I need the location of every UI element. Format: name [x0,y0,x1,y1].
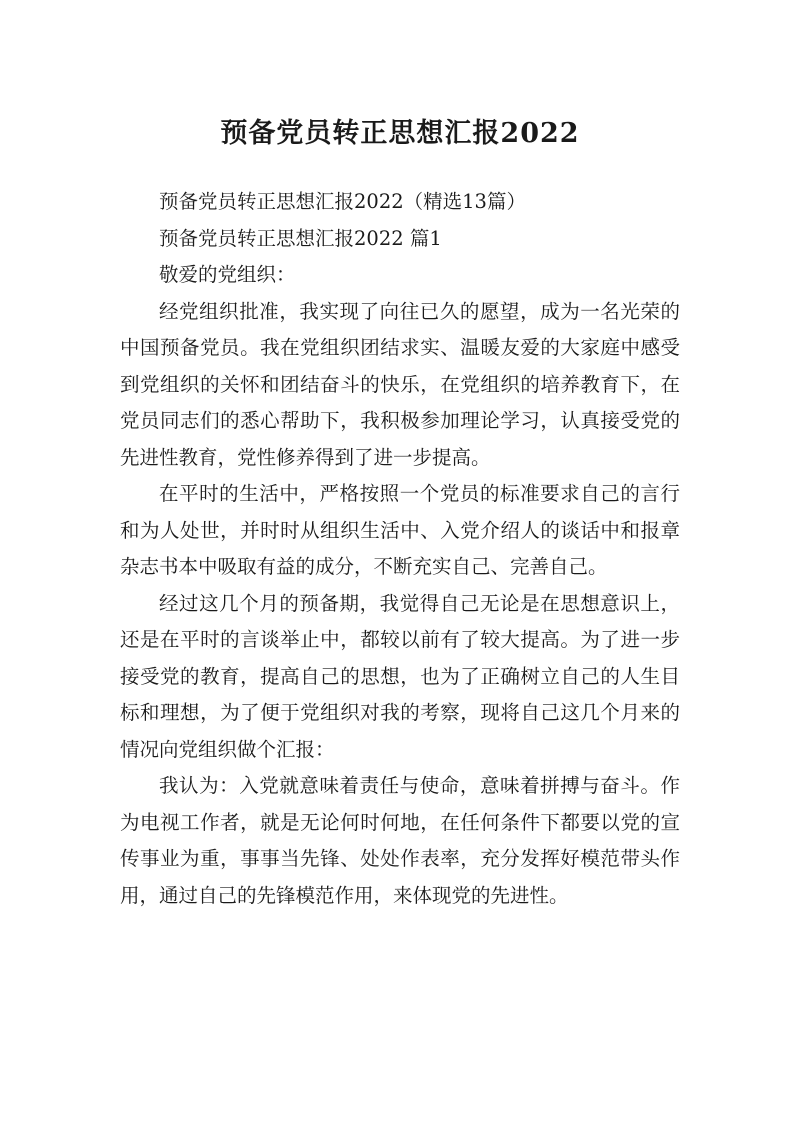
document-body [120,184,680,914]
section-heading: 预备党员转正思想汇报2022 篇1 [159,226,442,250]
body-paragraph: 经过这几个月的预备期，我觉得自己无论是在思想意识上，还是在平时的言谈举止中，都较以前有了较大提高。为了进一步接受党的教育，提高自己的思想，也为了正确树立自己的人生目标和理想，为了便于党组织对我的考察，现将自己这几个月来的情况向党组织做个汇报： [120,591,680,761]
body-paragraph: 经党组织批准，我实现了向往已久的愿望，成为一名光荣的中国预备党员。我在党组织团结求实、温暖友爱的大家庭中感受到党组织的关怀和团结奋斗的快乐，在党组织的培养教育下，在党员同志们的悉心帮助下，我积极参加理论学习，认真接受党的先进性教育，党性修养得到了进一步提高。 [120,299,680,469]
document-subtitle: 预备党员转正思想汇报2022（精选13篇） [159,190,526,213]
salutation: 敬爱的党组织： [159,263,296,286]
body-paragraph: 我认为：入党就意味着责任与使命，意味着拼搏与奋斗。作为电视工作者，就是无论何时何地，在任何条件下都要以党的宣传事业为重，事事当先锋、处处作表率，充分发挥好模范带头作用，通过自己的先锋模范作用，来体现党的先进性。 [120,774,680,907]
document-title: 预备党员转正思想汇报2022 [220,118,580,150]
body-paragraph: 在平时的生活中，严格按照一个党员的标准要求自己的言行和为人处世，并时时从组织生活中、入党介绍人的谈话中和报章杂志书本中吸取有益的成分，不断充实自己、完善自己。 [120,482,680,578]
